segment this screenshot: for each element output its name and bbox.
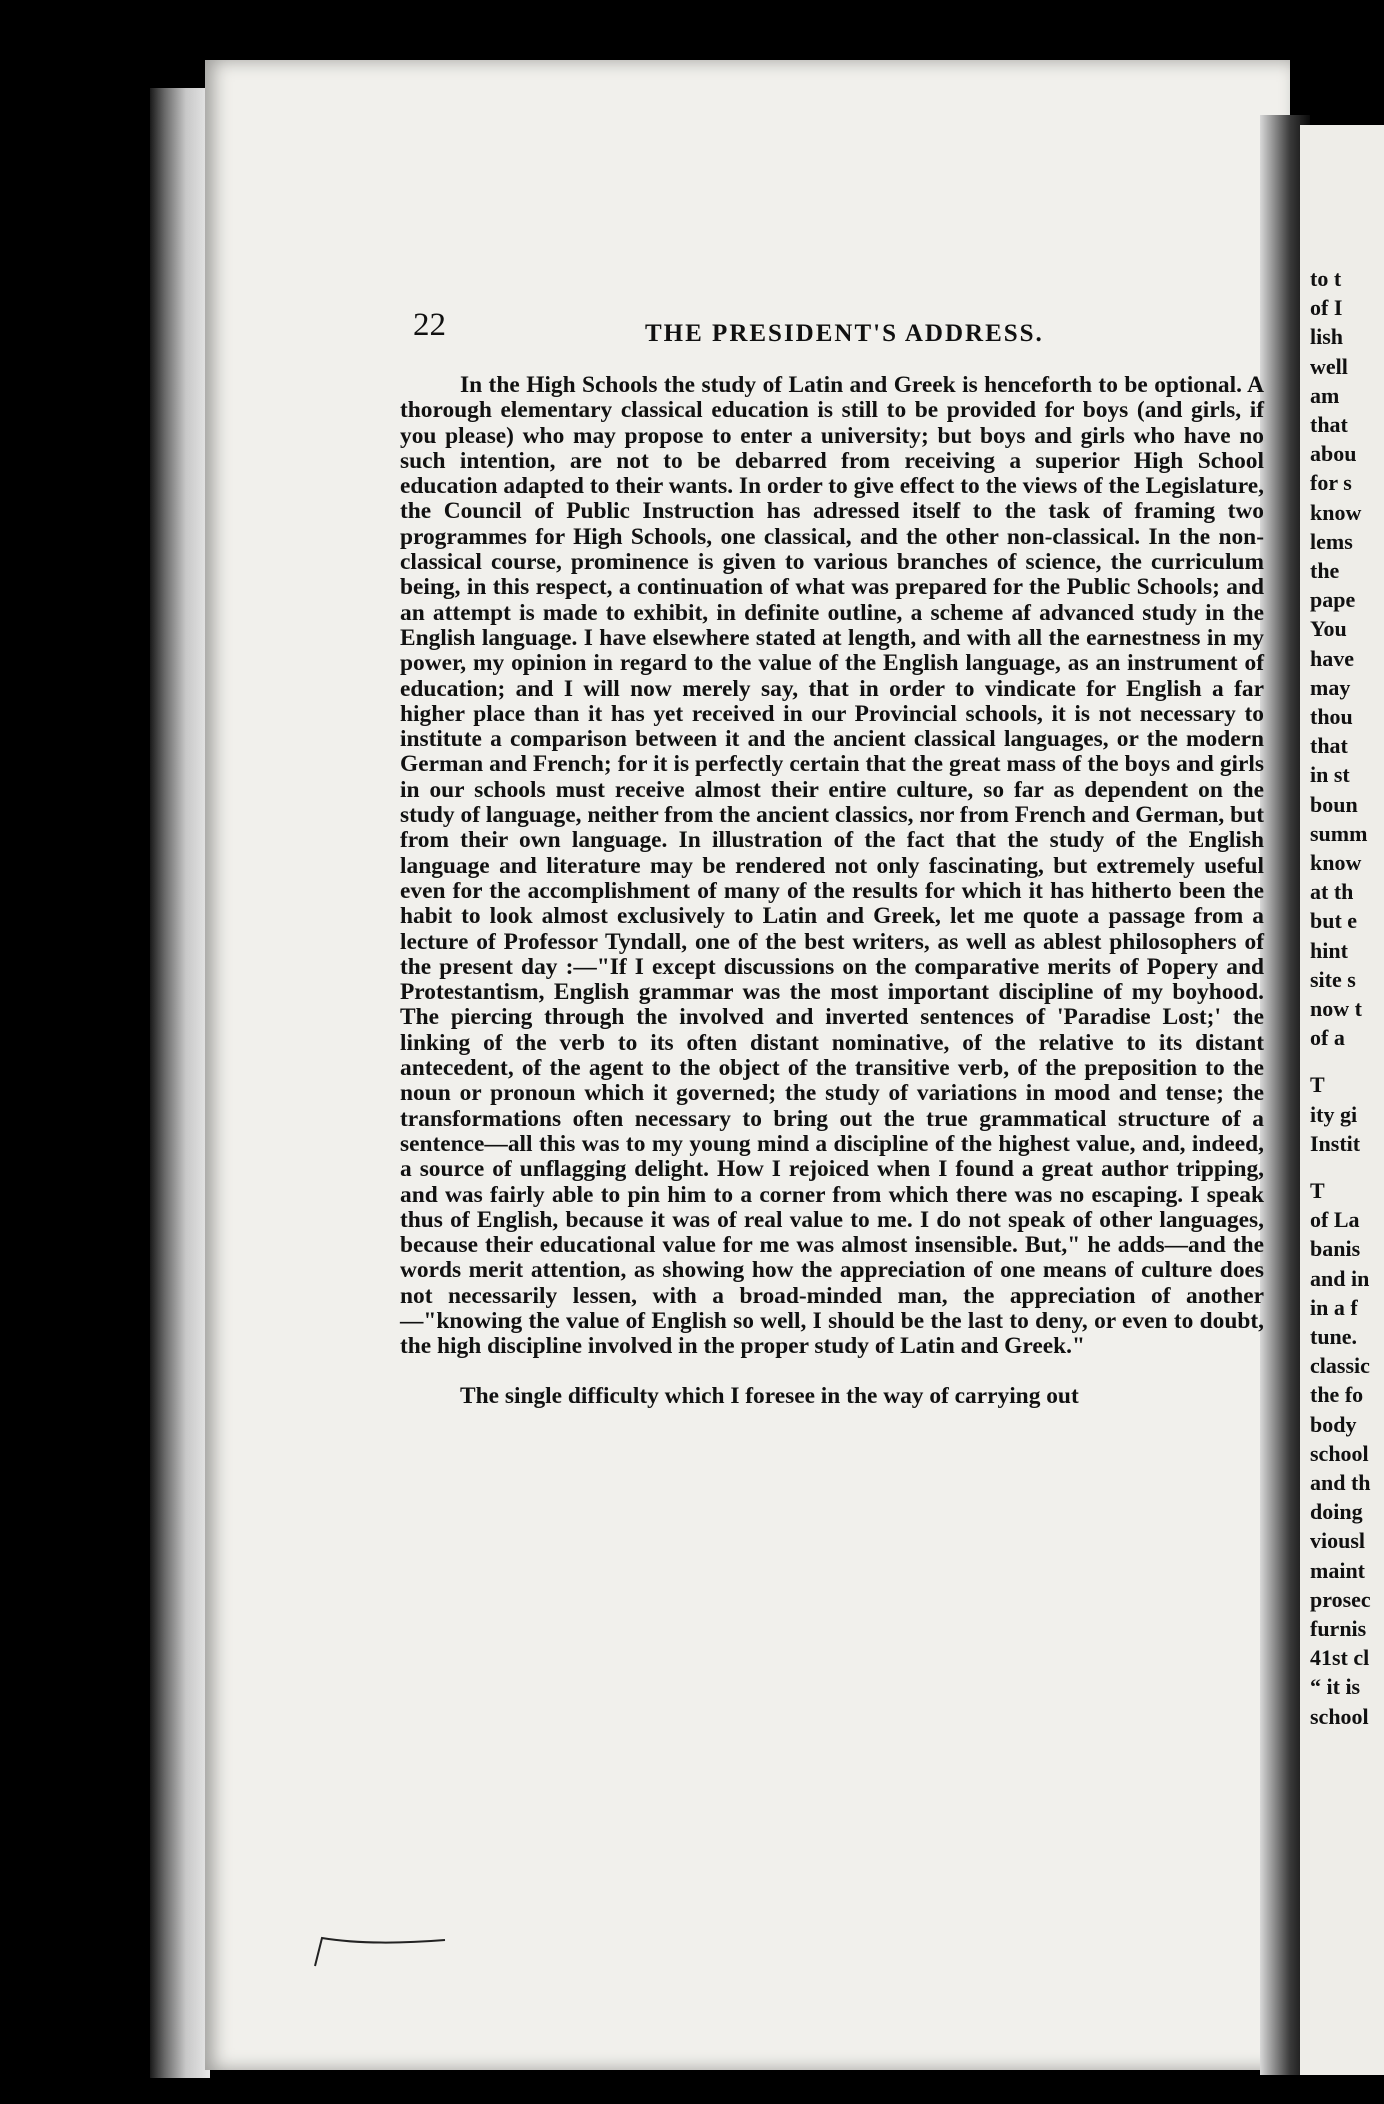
facing-page-line: T [1310,1072,1325,1098]
facing-page-line: and th [1310,1470,1371,1495]
facing-page-line: school [1310,1703,1369,1729]
facing-page-line: ity gi [1310,1101,1358,1127]
facing-page-line: the fo [1310,1382,1364,1408]
facing-page-line: know [1310,850,1362,875]
pencil-mark [310,1928,450,1968]
facing-page-line: well [1310,353,1348,379]
facing-page-line: tune. [1310,1324,1358,1349]
page-body [400,373,1264,1409]
facing-page-line: school [1310,1440,1369,1466]
paragraph: The single difficulty which I foresee in the way of carrying out [460,1382,1079,1409]
facing-page-line: lish [1310,324,1344,350]
facing-page-line: of La [1310,1207,1360,1233]
facing-page [1300,125,1384,2075]
facing-page-line: may [1310,674,1351,700]
facing-page-line: have [1310,645,1354,671]
facing-page-line: but e [1310,908,1358,934]
facing-page-line: now t [1310,996,1362,1021]
facing-page-line: furnis [1310,1616,1367,1641]
facing-page-line: that [1310,412,1348,437]
facing-page-line: classic [1310,1353,1370,1379]
facing-page-line: 41st cl [1310,1645,1370,1671]
page-number: 22 [413,307,446,343]
facing-page-line: in st [1310,762,1350,788]
facing-page-line: at th [1310,879,1354,905]
facing-page-line: that [1310,733,1348,759]
facing-page-line: the [1310,558,1340,583]
facing-page-line: know [1310,499,1362,525]
facing-page-line: “ it is [1310,1674,1361,1700]
facing-page-line: thou [1310,704,1353,729]
facing-page-line: lems [1310,528,1353,554]
facing-page-line: site s [1310,966,1356,992]
running-head: THE PRESIDENT'S ADDRESS. [645,320,1044,347]
facing-page-line: pape [1310,587,1356,613]
page-edge-left [150,88,210,2078]
facing-page-line: hint [1310,937,1348,963]
facing-page-line: to t [1310,266,1342,291]
facing-page-line: viousl [1310,1528,1366,1554]
paragraph: In the High Schools the study of Latin and Greek is henceforth to be optional. A thorough elementary classical education is still to be provided for boys (and girls, if you please) who may propose to enter a university; but boys and girls who have no such intention, are not to be debarred from receiving a superior High School education adapted to their wants. In order to give effect to the views of the Legislature, the Council of Public Instruction has adressed itself to the task of framing two programmes for High Schools, one classical, and the other non-classical. In the non-classical course, prominence is given to various branches of science, the curriculum being, in this respect, a continuation of what was prepared for the Public Schools; and an attempt is made to exhibit, in definite outline, a scheme af advanced study in the English language. I have elsewhere stated at length, and with all the earnestness in my power, my opinion in regard to the value of the English language, as an instrument of education; and I will now merely say, that in order to vindicate for English a far higher place than it has yet received in our Provincial schools, it is not necessary to institute a comparison between it and the ancient classical languages, or the modern German and French; for it is perfectly certain that the great mass of the boys and girls in our schools must receive almost their entire culture, so far as dependent on the study of language, neither from the ancient classics, nor from French and German, but from their own language. In illustration of the fact that the study of the English language and literature may be rendered not only fascinating, but extremely useful even for the accomplishment of many of the results for which it has hitherto been the habit to look almost exclusively to Latin and Greek, let me quote a passage from a lecture of Professor Tyndall, one of the best writers, as well as ablest philosophers of the present day :—"If I except discussions on the comparative merits of Popery and Protestantism, English grammar was the most important discipline of my boyhood. The piercing through the involved and inverted sentences of 'Paradise Lost;' the linking of the verb to its often distant nominative, of the relative to its distant antecedent, of the agent to the object of the transitive verb, of the preposition to the noun or pronoun which it governed; the study of variations in mood and tense; the transformations often necessary to bring out the true grammatical structure of a sentence—all this was to my young mind a discipline of the highest value, and, indeed, a source of unflagging delight. How I rejoiced when I found a great author tripping, and was fairly able to pin him to a corner from which there was no escaping. I speak thus of English, because it was of real value to me. I do not speak of other languages, because their educational value for me was almost insensible. But," he adds—and the words merit attention, as showing how the appreciation of one means of culture does not necessarily lessen, with a broad-minded man, the appreciation of another—"knowing the value of English so well, I should be the last to deny, or even to doubt, the high discipline involved in the proper study of Latin and Greek." [400,372,1264,1360]
facing-page-line: abou [1310,441,1357,467]
facing-page-line: You [1310,616,1347,642]
facing-page-line: doing [1310,1499,1363,1525]
facing-page-line: prosec [1310,1586,1371,1612]
facing-page-line: of a [1310,1025,1345,1051]
facing-page-line: body [1310,1411,1357,1437]
facing-page-line: T [1310,1178,1325,1203]
facing-page-line: banis [1310,1236,1361,1262]
facing-page-line: Instit [1310,1130,1361,1156]
facing-page-line: maint [1310,1557,1365,1583]
facing-page-line: of I [1310,295,1343,321]
facing-page-line: in a f [1310,1294,1358,1320]
facing-page-line: for s [1310,470,1352,496]
facing-page-line: am [1310,382,1340,408]
facing-page-line: boun [1310,791,1358,817]
facing-page-line: and in [1310,1265,1370,1291]
facing-page-line: summ [1310,820,1368,846]
